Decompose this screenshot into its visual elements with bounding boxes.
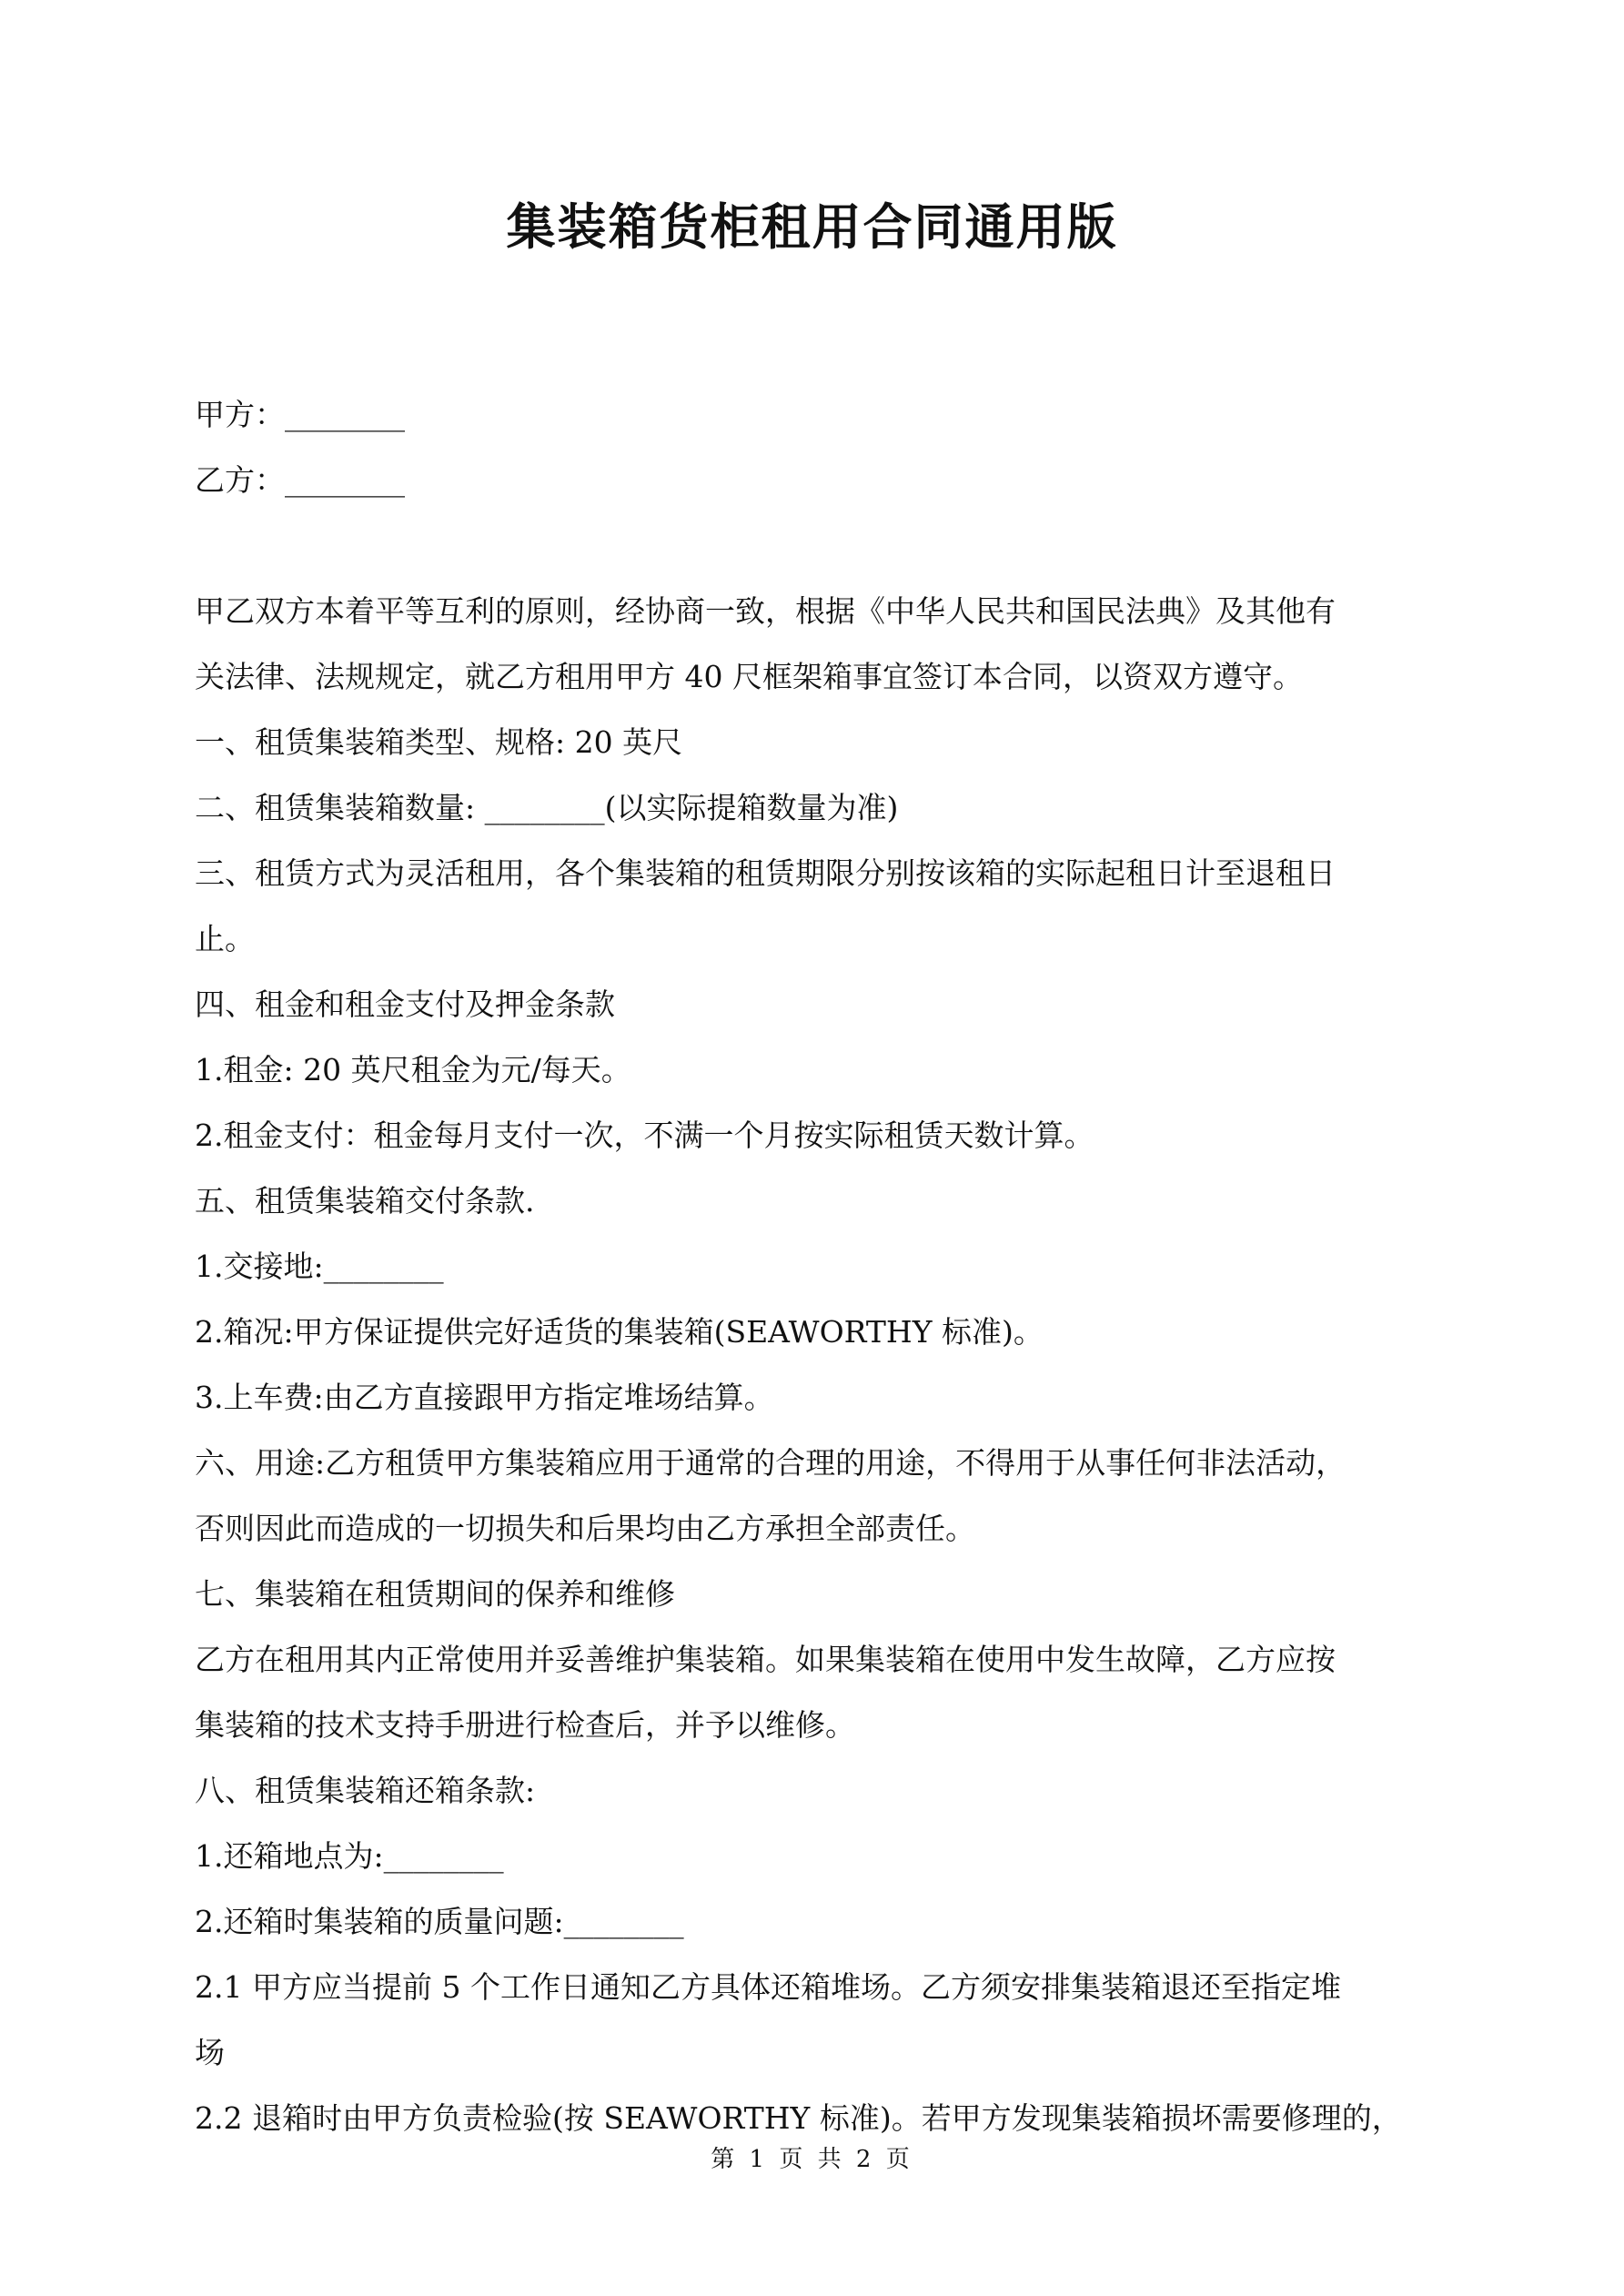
contract-line: 1.租金: 20 英尺租金为元/每天。 (195, 1052, 631, 1087)
contract-line: 2.箱况:甲方保证提供完好适货的集装箱(SEAWORTHY 标准)。 (195, 1314, 1044, 1350)
contract-line: 2.还箱时集装箱的质量问题:________ (195, 1904, 684, 1939)
paragraph-gap (195, 513, 1443, 579)
contract-line: 乙方在租用其内正常使用并妥善维护集装箱。如果集装箱在使用中发生故障，乙方应按 (195, 1642, 1336, 1677)
contract-line: 1.交接地:________ (195, 1249, 444, 1284)
contract-line: 集装箱的技术支持手册进行检查后，并予以维修。 (195, 1707, 855, 1743)
contract-line: 七、集装箱在租赁期间的保养和维修 (195, 1576, 675, 1612)
party-b-line: 乙方：________ (195, 462, 405, 498)
document-body (195, 382, 1443, 2151)
document-title: 集装箱货柜租用合同通用版 (506, 197, 1118, 256)
contract-text (195, 579, 1443, 2151)
contract-line: 场 (195, 2035, 225, 2070)
party-a-line: 甲方：________ (195, 397, 405, 432)
contract-line: 六、用途:乙方租赁甲方集装箱应用于通常的合理的用途，不得用于从事任何非法活动， (195, 1445, 1347, 1481)
contract-line: 甲乙双方本着平等互利的原则，经协商一致，根据《中华人民共和国民法典》及其他有 (195, 593, 1336, 629)
contract-line: 二、租赁集装箱数量: ________(以实际提箱数量为准) (195, 790, 899, 825)
contract-line: 八、租赁集装箱还箱条款: (195, 1773, 536, 1808)
contract-line: 五、租赁集装箱交付条款. (195, 1183, 535, 1219)
contract-line: 3.上车费:由乙方直接跟甲方指定堆场结算。 (195, 1380, 774, 1415)
contract-line: 否则因此而造成的一切损失和后果均由乙方承担全部责任。 (195, 1511, 975, 1546)
page-footer: 第 1 页 共 2 页 (711, 2146, 913, 2173)
contract-line: 关法律、法规规定，就乙方租用甲方 40 尺框架箱事宜签订本合同，以资双方遵守。 (195, 659, 1303, 694)
contract-line: 2.2 退箱时由甲方负责检验(按 SEAWORTHY 标准)。若甲方发现集装箱损坏需要修理的， (195, 2100, 1402, 2136)
contract-line: 2.租金支付：租金每月支付一次，不满一个月按实际租赁天数计算。 (195, 1118, 1094, 1153)
contract-line: 四、租金和租金支付及押金条款 (195, 986, 615, 1022)
contract-line: 止。 (195, 921, 255, 956)
contract-line: 三、租赁方式为灵活租用，各个集装箱的租赁期限分别按该箱的实际起租日计至退租日 (195, 855, 1336, 891)
contract-line: 2.1 甲方应当提前 5 个工作日通知乙方具体还箱堆场。乙方须安排集装箱退还至指定堆 (195, 1969, 1341, 2005)
contract-line: 1.还箱地点为:________ (195, 1838, 504, 1874)
contract-line: 一、租赁集装箱类型、规格: 20 英尺 (195, 724, 683, 760)
